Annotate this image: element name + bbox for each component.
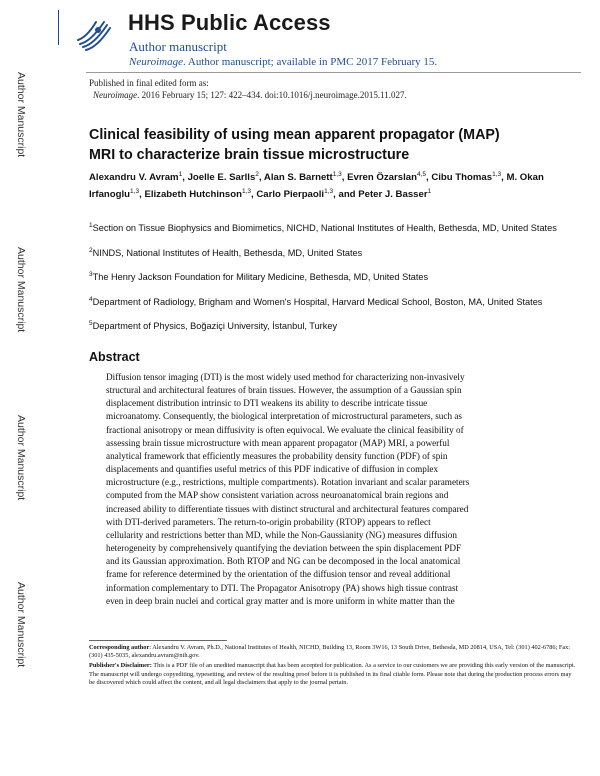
author: Joelle E. Sarlls — [187, 172, 256, 184]
affiliation-number: 4 — [89, 295, 93, 303]
author: Alan S. Barnett — [263, 172, 333, 184]
author: Alexandru V. Avram — [89, 172, 179, 184]
author-affiliation-ref: 2 — [255, 171, 259, 178]
header-subtitle: Author manuscript — [129, 39, 227, 54]
abstract-line: Diffusion tensor imaging (DTI) is the most widely used method for characterizing non-invasively — [106, 372, 465, 382]
article-title: Clinical feasibility of using mean apparent propagator (MAP) MRI to characterize brain tissue microstructure — [89, 127, 500, 163]
affiliation — [89, 219, 559, 235]
abstract-line: microstructure (e.g., restrictions, multiple compartments). Rotation invariant and scalar parameters — [106, 477, 470, 488]
abstract-line: structural and architectural features of brain tissues. However, the assumption of a Gaussian spin — [106, 385, 462, 396]
author-list: Alexandru V. Avram$^1$, Joelle E. Sarlls$^2$, Alan S. Barnett$^{1,3}$, Evren Özarslan$^{4,5}$, Cibu Thomas$^{1,3}$, M. Okan Irfanoglu$^{1,3}$, Elizabeth Hutchinson$^{1,3}$, Carlo Pierpaoli$^{1,3}$, and Peter J. Basser$^1$ — [89, 171, 544, 201]
abstract-line: with DTI-derived parameters. The return-to-origin probability (RTOP) appears to reflect — [106, 516, 431, 527]
affiliation — [89, 244, 559, 260]
abstract-line: information complementary to DTI. The Propagator Anisotropy (PA) shows high tissue contrast — [106, 582, 459, 593]
author-affiliation-ref: 1 — [427, 188, 432, 196]
affiliation-list — [89, 219, 559, 342]
author: Carlo Pierpaoli — [256, 189, 325, 201]
header-journal: Neuroimage — [129, 56, 183, 68]
author: M. Okan Irfanoglu — [89, 172, 544, 201]
affiliation-text: Section on Tissue Biophysics and Biomimetics, NICHD, National Institutes of Health, Bethesda, MD, United States — [92, 223, 557, 234]
side-label: Author Manuscript — [15, 247, 27, 333]
corresponding-author-note — [89, 644, 579, 660]
affiliation-number: 3 — [89, 271, 93, 279]
header-title: HHS Public Access — [128, 10, 331, 35]
footnote-rule — [89, 640, 227, 641]
author-affiliation-ref: 1,3 — [324, 188, 334, 196]
side-label: Author Manuscript — [15, 415, 27, 501]
abstract-line: and its Gaussian approximation. Both RTOP and NG can be decomposed in the local anatomical — [106, 556, 461, 567]
abstract-line: displacements and quantifies useful metrics of this PDF indicative of diffusion in complex — [106, 464, 439, 475]
side-label: Author Manuscript — [15, 582, 27, 668]
affiliation-text: Department of Radiology, Brigham and Women's Hospital, Harvard Medical School, Boston, MA, United States — [92, 296, 543, 307]
publication-journal: Neuroimage — [93, 89, 138, 100]
corresponding-author-text: : Alexandru V. Avram, Ph.D., National Institutes of Health, NICHD, Building 13, Room 3W16, 13 South Drive, Bethesda, MD 20814, USA, Tel: (301) 402-6786; Fax: (301) 435-5035, alexandru.avram@nih.gov. — [89, 644, 571, 660]
header-availability — [129, 56, 437, 68]
publication-label: Published in final edited form as: — [89, 78, 209, 88]
publisher-disclaimer — [89, 662, 579, 687]
affiliation-text: NINDS, National Institutes of Health, Bethesda, MD, United States — [92, 247, 363, 258]
abstract-line: assessing brain tissue microstructure with mean apparent propagator (MAP) MRI, a powerful — [106, 437, 450, 448]
author: Peter J. Basser — [358, 189, 428, 201]
abstract-line: even in deep brain nuclei and cortical gray matter and is more uniform in white matter than the — [106, 595, 455, 606]
author: Cibu Thomas — [431, 172, 493, 184]
publication-citation — [89, 90, 407, 102]
abstract-line: increased ability to differentiate tissues with distinct structural and architectural features compared — [106, 503, 469, 514]
affiliation-number: 1 — [89, 222, 93, 229]
header-divider — [58, 10, 59, 45]
abstract-line: cellularity and restrictions better than MD, while the Non-Gaussianity (NG) measures diffusion — [106, 529, 457, 540]
author-affiliation-ref: 4,5 — [416, 171, 426, 178]
abstract-line: displacement distribution intrinsic to DTI weakens its ability to describe intricate tissue — [106, 398, 428, 409]
side-label: Author Manuscript — [15, 72, 27, 158]
author-affiliation-ref: 1,3 — [332, 171, 342, 178]
abstract-line: heterogeneity by comprehensively quantifying the deviation between the spin displacement PDF — [106, 543, 462, 554]
affiliation — [89, 293, 559, 309]
affiliation-number: 5 — [89, 320, 93, 328]
header-availability-text: . Author manuscript; available in PMC 2017 February 15. — [182, 56, 438, 68]
author-affiliation-ref: 1,3 — [130, 188, 140, 196]
publication-info — [89, 78, 407, 101]
affiliation-text: Department of Physics, Boğaziçi University, İstanbul, Turkey — [92, 321, 338, 332]
corresponding-author-label: Corresponding author — [89, 644, 150, 651]
author-affiliation-ref: 1 — [178, 171, 183, 178]
affiliation-number: 2 — [89, 246, 93, 254]
author: Elizabeth Hutchinson — [144, 189, 242, 201]
abstract-line: frame for reference determined by the orientation of the diffusion tensor and reveal additional — [106, 569, 451, 580]
disclaimer-label: Publisher's Disclaimer: — [89, 662, 152, 670]
publication-citation-text: . 2016 February 15; 127: 422–434. doi:10.1016/j.neuroimage.2015.11.027. — [137, 89, 407, 100]
affiliation-text: The Henry Jackson Foundation for Military Medicine, Bethesda, MD, United States — [92, 272, 429, 283]
abstract-line: fractional anisotropy or mean diffusivity is often equivocal. We evaluate the clinical feasibility of — [106, 424, 464, 435]
abstract-line: analytical framework that efficiently measures the probability density function (PDF) of spin — [106, 450, 448, 461]
disclaimer-text: This is a PDF file of an unedited manuscript that has been accepted for publication. As a service to our customers we are providing this early version of the manuscript. The manuscript will undergo copyediting, typesetting, and review of the resulting proof before it is published in its final citable form. Please note that during the production process errors may be discovered which could affect the content, and all legal disclaimers that apply to the journal pertain. — [89, 662, 576, 686]
affiliation — [89, 268, 559, 284]
footnotes — [89, 644, 579, 689]
author: Evren Özarslan — [347, 172, 417, 184]
abstract-line: microanatomy. Consequently, the biological interpretation of microstructural parameters, such as — [106, 411, 462, 422]
header-rule — [86, 72, 581, 73]
abstract-line: computed from the MAP show consistent variation across neuroanatomical brain regions and — [106, 490, 449, 501]
hhs-eagle-icon — [74, 14, 112, 52]
affiliation — [89, 317, 559, 333]
authors-and: and — [338, 189, 356, 201]
author-affiliation-ref: 1,3 — [241, 188, 252, 196]
abstract-body — [106, 371, 576, 608]
margin-labels — [0, 0, 40, 776]
author-affiliation-ref: 1,3 — [492, 171, 502, 178]
abstract-heading: Abstract — [89, 350, 140, 364]
